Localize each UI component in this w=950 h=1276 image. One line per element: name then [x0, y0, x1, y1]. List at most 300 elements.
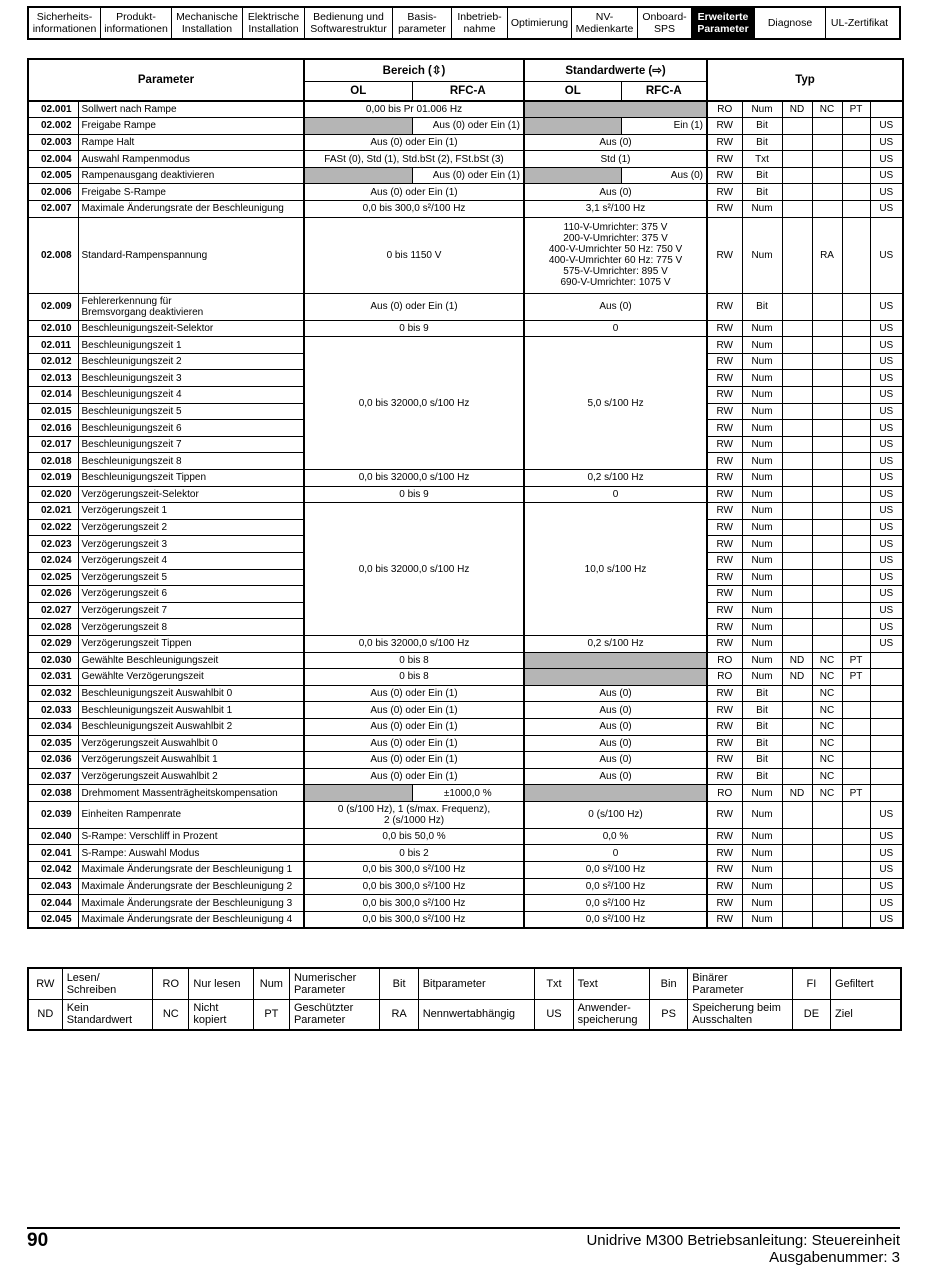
param-type: RW	[707, 370, 742, 387]
param-default: 0	[524, 486, 707, 503]
header-default: Standardwerte (⇨)	[524, 59, 707, 81]
param-type	[842, 184, 870, 201]
param-type: Num	[742, 878, 782, 895]
table-row	[28, 503, 903, 520]
param-range: 0 bis 8	[304, 669, 524, 686]
nav-tab[interactable]: Inbetrieb- nahme	[452, 8, 508, 38]
param-type	[782, 217, 812, 293]
param-type: Num	[742, 619, 782, 636]
param-name: Sollwert nach Rampe	[78, 101, 304, 118]
param-type	[812, 353, 842, 370]
nav-tab[interactable]: Erweiterte Parameter	[692, 8, 755, 38]
param-name: Maximale Änderungsrate der Beschleunigung 3	[78, 895, 304, 912]
param-type	[812, 320, 842, 337]
legend-desc: Nennwertabhängig	[418, 999, 535, 1030]
param-type: RO	[707, 652, 742, 669]
nav-tab[interactable]: Sicherheits- informationen	[29, 8, 101, 38]
legend-desc: Gefiltert	[831, 968, 901, 999]
param-type: Num	[742, 436, 782, 453]
param-type	[842, 134, 870, 151]
param-type	[782, 453, 812, 470]
param-range: Aus (0) oder Ein (1)	[304, 184, 524, 201]
param-type	[782, 167, 812, 184]
param-type: US	[870, 586, 903, 603]
chapter-nav	[27, 6, 901, 40]
param-type: RW	[707, 387, 742, 404]
param-name: Verzögerungszeit 5	[78, 569, 304, 586]
param-name: Maximale Änderungsrate der Beschleunigung	[78, 201, 304, 218]
param-number: 02.043	[28, 878, 78, 895]
param-default-ol	[524, 118, 621, 135]
table-row	[28, 911, 903, 928]
param-number: 02.026	[28, 586, 78, 603]
param-type: RW	[707, 184, 742, 201]
param-name: Verzögerungszeit 6	[78, 586, 304, 603]
param-default: 0,0 s²/100 Hz	[524, 862, 707, 879]
param-number: 02.024	[28, 552, 78, 569]
param-number: 02.005	[28, 167, 78, 184]
table-row	[28, 652, 903, 669]
param-type: US	[870, 470, 903, 487]
param-number: 02.017	[28, 436, 78, 453]
param-type: Num	[742, 101, 782, 118]
param-type: US	[870, 569, 903, 586]
param-type	[842, 911, 870, 928]
param-default: 0,2 s/100 Hz	[524, 635, 707, 652]
param-type	[812, 602, 842, 619]
header-range-rfca: RFC-A	[412, 81, 524, 101]
param-type	[782, 184, 812, 201]
param-type: US	[870, 453, 903, 470]
param-type	[812, 619, 842, 636]
legend-code: ND	[28, 999, 62, 1030]
param-type: Num	[742, 470, 782, 487]
param-number: 02.042	[28, 862, 78, 879]
param-number: 02.013	[28, 370, 78, 387]
param-number: 02.020	[28, 486, 78, 503]
param-type: US	[870, 201, 903, 218]
param-number: 02.027	[28, 602, 78, 619]
param-type: NC	[812, 735, 842, 752]
param-type: PT	[842, 652, 870, 669]
param-type: Num	[742, 569, 782, 586]
param-type: Num	[742, 669, 782, 686]
param-number: 02.028	[28, 619, 78, 636]
param-type	[842, 718, 870, 735]
param-type	[782, 735, 812, 752]
legend-desc: Binärer Parameter	[688, 968, 793, 999]
nav-tab[interactable]: Onboard- SPS	[638, 8, 692, 38]
param-type	[782, 201, 812, 218]
param-type: Num	[742, 320, 782, 337]
param-type: RW	[707, 586, 742, 603]
param-range: 0,0 bis 300,0 s²/100 Hz	[304, 878, 524, 895]
param-type: RW	[707, 845, 742, 862]
param-type	[842, 752, 870, 769]
param-name: Beschleunigungszeit 5	[78, 403, 304, 420]
table-row	[28, 217, 903, 293]
param-name: Verzögerungszeit-Selektor	[78, 486, 304, 503]
param-type: RW	[707, 895, 742, 912]
param-type	[842, 453, 870, 470]
param-type: RW	[707, 217, 742, 293]
param-type: Bit	[742, 184, 782, 201]
param-type	[782, 118, 812, 135]
param-type: Num	[742, 895, 782, 912]
param-type	[812, 151, 842, 168]
table-row	[28, 801, 903, 828]
table-row	[28, 895, 903, 912]
param-type: RW	[707, 134, 742, 151]
table-row	[28, 702, 903, 719]
table-row	[28, 201, 903, 218]
header-type: Typ	[707, 59, 903, 101]
param-type	[782, 420, 812, 437]
param-type: PT	[842, 669, 870, 686]
param-type: US	[870, 536, 903, 553]
param-type	[812, 862, 842, 879]
nav-tab[interactable]: Mechanische Installation	[172, 8, 243, 38]
param-range-ol	[304, 785, 412, 802]
param-type: Num	[742, 201, 782, 218]
param-type	[842, 293, 870, 320]
legend-desc: Geschützter Parameter	[289, 999, 380, 1030]
param-type	[842, 353, 870, 370]
table-row	[28, 752, 903, 769]
param-name: Beschleunigungszeit 8	[78, 453, 304, 470]
param-type: ND	[782, 652, 812, 669]
param-name: Verzögerungszeit 1	[78, 503, 304, 520]
param-type	[842, 586, 870, 603]
legend-code: Txt	[535, 968, 573, 999]
param-name: Beschleunigungszeit 1	[78, 337, 304, 354]
param-type	[842, 895, 870, 912]
param-type	[812, 201, 842, 218]
param-type: RW	[707, 201, 742, 218]
param-default: 0	[524, 320, 707, 337]
nav-tab[interactable]: UL-Zertifikat	[830, 17, 889, 29]
param-default: Aus (0)	[524, 718, 707, 735]
param-type: US	[870, 184, 903, 201]
param-type: US	[870, 134, 903, 151]
header-range: Bereich (⇳)	[304, 59, 524, 81]
param-type	[782, 403, 812, 420]
param-type: RW	[707, 320, 742, 337]
param-type	[842, 151, 870, 168]
param-type	[812, 337, 842, 354]
table-row	[28, 293, 903, 320]
param-name: Beschleunigungszeit 6	[78, 420, 304, 437]
param-type: NC	[812, 685, 842, 702]
param-type	[842, 320, 870, 337]
param-name: Verzögerungszeit Auswahlbit 2	[78, 768, 304, 785]
param-name: Rampe Halt	[78, 134, 304, 151]
param-range: Aus (0) oder Ein (1)	[304, 735, 524, 752]
param-type: RW	[707, 536, 742, 553]
legend-desc: Nur lesen	[189, 968, 253, 999]
footer-title-line1: Unidrive M300 Betriebsanleitung: Steuereinheit	[586, 1232, 900, 1249]
param-type: US	[870, 862, 903, 879]
param-name: Verzögerungszeit 4	[78, 552, 304, 569]
param-name: Maximale Änderungsrate der Beschleunigung 1	[78, 862, 304, 879]
legend-desc: Speicherung beim Ausschalten	[688, 999, 793, 1030]
footer-title-line2: Ausgabenummer: 3	[769, 1249, 900, 1266]
param-type: Num	[742, 503, 782, 520]
table-row	[28, 862, 903, 879]
legend-code: RA	[380, 999, 418, 1030]
param-type	[782, 768, 812, 785]
param-number: 02.012	[28, 353, 78, 370]
param-type: PT	[842, 101, 870, 118]
param-number: 02.016	[28, 420, 78, 437]
legend-code: DE	[792, 999, 830, 1030]
param-type	[842, 167, 870, 184]
param-range: 0 bis 9	[304, 320, 524, 337]
param-name: Rampenausgang deaktivieren	[78, 167, 304, 184]
param-type: US	[870, 635, 903, 652]
param-type	[812, 370, 842, 387]
table-row	[28, 785, 903, 802]
param-range-rfca: Aus (0) oder Ein (1)	[412, 167, 524, 184]
param-default	[524, 652, 707, 669]
param-type: US	[870, 217, 903, 293]
param-type	[812, 470, 842, 487]
nav-tab[interactable]: Diagnose	[755, 8, 826, 38]
param-type	[842, 828, 870, 845]
param-default: Aus (0)	[524, 768, 707, 785]
param-type: RW	[707, 403, 742, 420]
param-range: FASt (0), Std (1), Std.bSt (2), FSt.bSt (3)	[304, 151, 524, 168]
param-name: Verzögerungszeit 2	[78, 519, 304, 536]
param-type: RW	[707, 911, 742, 928]
param-number: 02.023	[28, 536, 78, 553]
param-type: US	[870, 878, 903, 895]
param-range: 0,00 bis Pr 01.006 Hz	[304, 101, 524, 118]
param-type: Bit	[742, 768, 782, 785]
param-number: 02.036	[28, 752, 78, 769]
param-type	[782, 828, 812, 845]
param-type: RW	[707, 702, 742, 719]
param-type	[842, 337, 870, 354]
param-type: US	[870, 895, 903, 912]
param-default: 0,0 s²/100 Hz	[524, 878, 707, 895]
param-number: 02.011	[28, 337, 78, 354]
param-type	[812, 845, 842, 862]
param-type: Bit	[742, 685, 782, 702]
param-type	[812, 387, 842, 404]
param-type	[842, 702, 870, 719]
param-number: 02.044	[28, 895, 78, 912]
param-type	[782, 552, 812, 569]
param-type	[812, 911, 842, 928]
param-number: 02.014	[28, 387, 78, 404]
table-row	[28, 878, 903, 895]
param-type	[782, 752, 812, 769]
param-type	[782, 353, 812, 370]
param-type	[812, 167, 842, 184]
param-range: Aus (0) oder Ein (1)	[304, 293, 524, 320]
nav-tab[interactable]: Optimierung	[508, 8, 572, 38]
param-type: US	[870, 828, 903, 845]
param-name: Verzögerungszeit Auswahlbit 0	[78, 735, 304, 752]
param-type	[782, 702, 812, 719]
param-type: RW	[707, 685, 742, 702]
param-name: S-Rampe: Auswahl Modus	[78, 845, 304, 862]
param-name: Maximale Änderungsrate der Beschleunigung 4	[78, 911, 304, 928]
param-type: RW	[707, 718, 742, 735]
param-type	[812, 453, 842, 470]
param-number: 02.041	[28, 845, 78, 862]
param-type	[842, 436, 870, 453]
param-range: 0 (s/100 Hz), 1 (s/max. Frequenz), 2 (s/1000 Hz)	[304, 801, 524, 828]
param-type	[842, 536, 870, 553]
param-type: Num	[742, 453, 782, 470]
param-type: US	[870, 801, 903, 828]
param-type: ND	[782, 669, 812, 686]
param-default: 0,0 s²/100 Hz	[524, 911, 707, 928]
param-name: Fehlererkennung für Bremsvorgang deaktivieren	[78, 293, 304, 320]
param-type	[782, 436, 812, 453]
param-number: 02.032	[28, 685, 78, 702]
param-type: RW	[707, 353, 742, 370]
param-type: Num	[742, 519, 782, 536]
param-type: Bit	[742, 735, 782, 752]
param-type: RW	[707, 828, 742, 845]
param-number: 02.033	[28, 702, 78, 719]
param-default: 5,0 s/100 Hz	[524, 337, 707, 470]
param-type	[782, 293, 812, 320]
param-type: RA	[812, 217, 842, 293]
param-type: Txt	[742, 151, 782, 168]
param-type: US	[870, 293, 903, 320]
legend-code: RW	[28, 968, 62, 999]
param-type	[842, 602, 870, 619]
param-type	[870, 785, 903, 802]
param-type	[782, 134, 812, 151]
param-type	[782, 635, 812, 652]
param-type: Num	[742, 652, 782, 669]
header-parameter: Parameter	[28, 59, 304, 101]
header-default-ol: OL	[524, 81, 621, 101]
param-type: US	[870, 552, 903, 569]
param-type	[842, 569, 870, 586]
param-type: RW	[707, 752, 742, 769]
param-type	[870, 752, 903, 769]
param-type: US	[870, 370, 903, 387]
param-default-ol	[524, 167, 621, 184]
legend-desc: Anwender- speicherung	[573, 999, 649, 1030]
legend-code: PS	[650, 999, 688, 1030]
param-type: Num	[742, 828, 782, 845]
param-type: US	[870, 602, 903, 619]
param-name: Verzögerungszeit 8	[78, 619, 304, 636]
table-row	[28, 685, 903, 702]
param-type	[842, 619, 870, 636]
param-type: PT	[842, 785, 870, 802]
param-number: 02.007	[28, 201, 78, 218]
table-row	[28, 735, 903, 752]
param-name: Gewählte Verzögerungszeit	[78, 669, 304, 686]
param-type: Num	[742, 217, 782, 293]
param-type: Num	[742, 370, 782, 387]
table-row	[28, 845, 903, 862]
nav-tab[interactable]: Elektrische Installation	[243, 8, 305, 38]
param-default: Aus (0)	[524, 134, 707, 151]
param-type	[870, 702, 903, 719]
param-type	[842, 118, 870, 135]
header-default-rfca: RFC-A	[621, 81, 707, 101]
legend-row	[28, 968, 901, 999]
param-type: RW	[707, 619, 742, 636]
param-default-rfca: Aus (0)	[621, 167, 707, 184]
legend-desc: Nicht kopiert	[189, 999, 253, 1030]
param-type: Bit	[742, 118, 782, 135]
param-name: Beschleunigungszeit 2	[78, 353, 304, 370]
param-type: RW	[707, 118, 742, 135]
param-type	[842, 387, 870, 404]
param-type: US	[870, 619, 903, 636]
param-default: Aus (0)	[524, 685, 707, 702]
param-type: Num	[742, 845, 782, 862]
param-type: Bit	[742, 702, 782, 719]
param-type: Num	[742, 801, 782, 828]
nav-tab[interactable]: Produkt- informationen	[101, 8, 172, 38]
param-type: ND	[782, 785, 812, 802]
legend-desc: Kein Standardwert	[62, 999, 153, 1030]
param-type: RW	[707, 735, 742, 752]
nav-tab[interactable]: NV- Medienkarte	[572, 8, 638, 38]
param-range: 0,0 bis 32000,0 s/100 Hz	[304, 635, 524, 652]
param-type	[812, 569, 842, 586]
param-type: RW	[707, 167, 742, 184]
nav-tab[interactable]: Basis- parameter	[393, 8, 452, 38]
param-type	[782, 895, 812, 912]
table-row	[28, 486, 903, 503]
param-name: Beschleunigungszeit 7	[78, 436, 304, 453]
param-type	[812, 895, 842, 912]
param-range: 0,0 bis 50,0 %	[304, 828, 524, 845]
param-name: Freigabe Rampe	[78, 118, 304, 135]
param-type: Num	[742, 536, 782, 553]
param-type	[782, 320, 812, 337]
param-number: 02.034	[28, 718, 78, 735]
param-range-rfca: ±1000,0 %	[412, 785, 524, 802]
param-type: RO	[707, 101, 742, 118]
footer-title	[586, 1232, 900, 1266]
param-name: Beschleunigungszeit Auswahlbit 0	[78, 685, 304, 702]
param-name: Freigabe S-Rampe	[78, 184, 304, 201]
page-number: 90	[27, 1230, 49, 1251]
param-default	[524, 785, 707, 802]
param-type: Bit	[742, 752, 782, 769]
param-type: NC	[812, 702, 842, 719]
param-type: NC	[812, 768, 842, 785]
param-range: Aus (0) oder Ein (1)	[304, 702, 524, 719]
legend-code: Bit	[380, 968, 418, 999]
type-legend	[27, 967, 902, 1031]
nav-tab[interactable]: Bedienung und Softwarestruktur	[305, 8, 393, 38]
param-number: 02.001	[28, 101, 78, 118]
table-row	[28, 669, 903, 686]
param-type	[812, 536, 842, 553]
param-default: 3,1 s²/100 Hz	[524, 201, 707, 218]
param-type: RW	[707, 801, 742, 828]
param-number: 02.030	[28, 652, 78, 669]
table-row	[28, 768, 903, 785]
param-number: 02.025	[28, 569, 78, 586]
legend-row	[28, 999, 901, 1030]
param-type: Num	[742, 552, 782, 569]
